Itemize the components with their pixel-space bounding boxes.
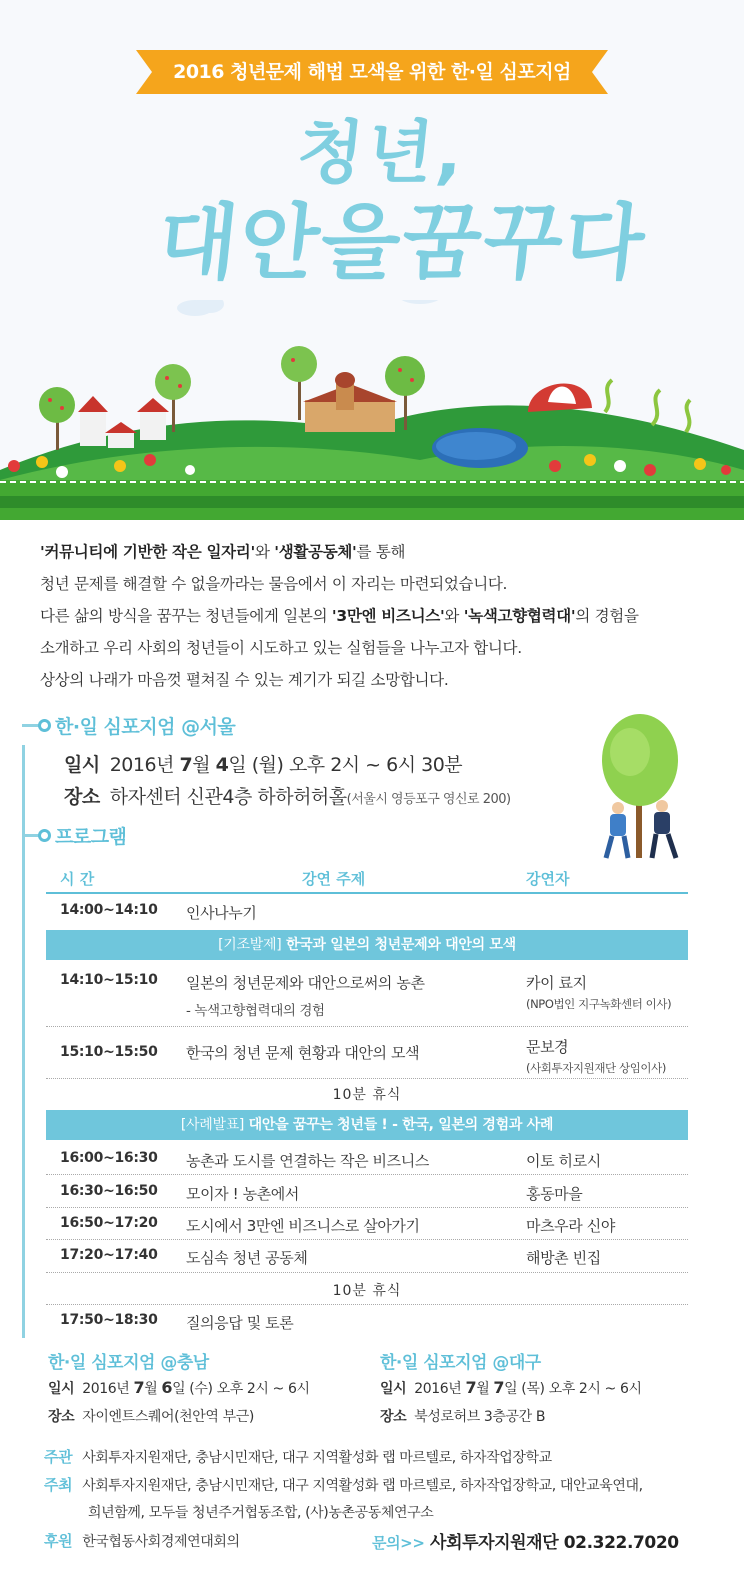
place-name: 자이엔트스퀘어(천안역 부근) — [82, 1409, 254, 1425]
host-label: 주관 — [44, 1448, 73, 1466]
bar-text: 한국과 일본의 청년문제와 대안의 모색 — [281, 937, 516, 953]
col-time: 시 간 — [60, 870, 95, 888]
hero-title-line2: 대안을꿈꾸다 — [153, 196, 651, 291]
daegu-date — [380, 1378, 642, 1398]
row-topic-sub: - 녹색고향협력대의 경험 — [186, 1003, 325, 1019]
timeline-dot-icon — [38, 829, 51, 842]
speaker-name: 카이 료지 — [526, 974, 587, 992]
org-text-2: 희년함께, 모두들 청년주거협동조합, (사)농촌공동체연구소 — [88, 1505, 434, 1521]
col-speaker: 강연자 — [526, 870, 570, 888]
host-text: 사회투자지원재단, 충남시민재단, 대구 지역활성화 랩 마르텔로, 하자작업장학교 — [82, 1450, 552, 1466]
row-topic-main: 일본의 청년문제와 대안으로써의 농촌 — [186, 974, 425, 992]
speaker-affiliation: (NPO법인 지구녹화센터 이사) — [526, 997, 672, 1011]
row-time: 16:00~16:30 — [60, 1150, 158, 1166]
row-time: 17:50~18:30 — [60, 1312, 158, 1328]
chungnam-place — [48, 1406, 254, 1426]
intro-text-1b: 를 통해 — [356, 543, 406, 561]
place-address: (서울시 영등포구 영신로 200) — [346, 792, 511, 807]
row-topic — [186, 972, 425, 1019]
place-label: 장소 — [64, 786, 100, 808]
row-time: 17:20~17:40 — [60, 1247, 158, 1263]
break-label: 10분 휴식 — [332, 1087, 402, 1103]
row-speaker: 이토 히로시 — [526, 1152, 601, 1170]
program-table-header — [46, 864, 688, 894]
col-topic: 강연 주제 — [302, 870, 366, 888]
intro-highlight-2: '생활공동체' — [274, 543, 357, 561]
intro-text-3b: 와 — [444, 607, 464, 625]
date-month: 7 — [133, 1378, 145, 1397]
intro-line2: 청년 문제를 해결할 수 없을까라는 물음에서 이 자리는 마련되었습니다. — [40, 575, 508, 593]
place-name: 북성로허브 3층공간 B — [414, 1409, 546, 1425]
row-divider — [46, 1272, 688, 1273]
intro-text — [40, 536, 720, 696]
intro-line5: 상상의 나래가 마음껏 펼쳐질 수 있는 계기가 되길 소망합니다. — [40, 671, 449, 689]
speaker-name: 문보경 — [526, 1038, 569, 1056]
program-section-header — [22, 822, 126, 849]
row-time: 14:10~15:10 — [60, 972, 158, 988]
row-speaker — [526, 1036, 666, 1076]
row-topic: 인사나누기 — [186, 904, 257, 922]
footer-organizers — [44, 1474, 643, 1495]
row-time: 15:10~15:50 — [60, 1044, 158, 1060]
row-topic: 질의응답 및 토론 — [186, 1314, 294, 1332]
bar-text: 대안을 꿈꾸는 청년들 ! - 한국, 일본의 경험과 사례 — [244, 1117, 554, 1133]
date-day: 7 — [493, 1378, 505, 1397]
date-rest: 일 (월) 오후 2시 ~ 6시 30분 — [228, 754, 463, 776]
contact-label: 문의>> — [372, 1534, 425, 1552]
speaker-affiliation: (사회투자지원재단 상임이사) — [526, 1061, 666, 1075]
banner-text: 2016 청년문제 해법 모색을 위한 한·일 심포지엄 — [173, 61, 571, 83]
intro-text-1a: 와 — [254, 543, 275, 561]
row-topic: 한국의 청년 문제 현황과 대안의 모색 — [186, 1044, 420, 1062]
row-speaker: 홍동마을 — [526, 1185, 583, 1203]
intro-highlight-1: '커뮤니티에 기반한 작은 일자리' — [40, 543, 255, 561]
intro-text-3c: 의 경험을 — [575, 607, 639, 625]
intro-line4: 소개하고 우리 사회의 청년들이 시도하고 있는 실험들을 나누고자 합니다. — [40, 639, 522, 657]
intro-line1 — [40, 536, 720, 568]
date-month-unit: 월 — [192, 754, 216, 776]
intro-line3 — [40, 600, 720, 632]
chungnam-date — [48, 1378, 310, 1398]
place-label: 장소 — [48, 1409, 75, 1425]
row-topic: 도심속 청년 공동체 — [186, 1249, 308, 1267]
org-label: 주최 — [44, 1476, 73, 1494]
timeline-dot-icon — [38, 719, 51, 732]
date-label: 일시 — [380, 1381, 407, 1397]
intro-text-3a: 다른 삶의 방식을 꿈꾸는 청년들에게 일본의 — [40, 607, 332, 625]
date-year: 2016년 — [82, 1381, 134, 1397]
date-year: 2016년 — [414, 1381, 466, 1397]
break-label: 10분 휴식 — [332, 1283, 402, 1299]
row-time: 16:50~17:20 — [60, 1215, 158, 1231]
date-month-unit: 월 — [144, 1381, 162, 1397]
row-topic: 농촌과 도시를 연결하는 작은 비즈니스 — [186, 1152, 429, 1170]
daegu-place — [380, 1406, 545, 1426]
place-name: 하자센터 신관4층 하하허허홀 — [109, 786, 347, 808]
seoul-section-header — [22, 712, 235, 739]
row-divider — [46, 1239, 688, 1240]
date-rest: 일 (수) 오후 2시 ~ 6시 — [172, 1381, 310, 1397]
row-speaker — [526, 972, 671, 1012]
date-day: 6 — [161, 1378, 173, 1397]
date-month: 7 — [179, 754, 193, 776]
row-speaker: 마츠우라 신야 — [526, 1217, 615, 1235]
hero-section — [0, 0, 744, 520]
bar-tag: [기조발제] — [218, 937, 282, 953]
hero-title — [0, 112, 744, 292]
date-year: 2016년 — [109, 754, 180, 776]
footer-host — [44, 1446, 552, 1467]
seoul-place — [64, 782, 511, 809]
people-tree-illustration — [596, 712, 688, 862]
row-divider — [46, 1207, 688, 1208]
bar-tag: [사례발표] — [180, 1117, 245, 1133]
landscape-illustration — [0, 300, 744, 520]
sponsor-text: 한국협동사회경제연대회의 — [82, 1534, 240, 1550]
date-month-unit: 월 — [476, 1381, 494, 1397]
intro-highlight-4: '녹색고향협력대' — [463, 607, 576, 625]
seoul-date — [64, 750, 462, 777]
row-divider — [46, 1026, 688, 1027]
date-label: 일시 — [64, 754, 100, 776]
chungnam-title: 한·일 심포지엄 @충남 — [48, 1353, 209, 1373]
row-time: 16:30~16:50 — [60, 1183, 158, 1199]
keynote-bar — [46, 930, 688, 960]
contact-text: 사회투자지원재단 02.322.7020 — [424, 1533, 679, 1553]
date-label: 일시 — [48, 1381, 75, 1397]
row-topic: 모이자 ! 농촌에서 — [186, 1185, 299, 1203]
date-rest: 일 (목) 오후 2시 ~ 6시 — [504, 1381, 642, 1397]
intro-highlight-3: '3만엔 비즈니스' — [331, 607, 445, 625]
footer-contact — [372, 1528, 679, 1553]
case-study-bar — [46, 1110, 688, 1140]
row-divider — [46, 1304, 688, 1305]
row-topic: 도시에서 3만엔 비즈니스로 살아가기 — [186, 1217, 420, 1235]
sponsor-label: 후원 — [44, 1532, 73, 1550]
date-day: 4 — [215, 754, 229, 776]
date-month: 7 — [465, 1378, 477, 1397]
footer-sponsor — [44, 1530, 240, 1551]
event-banner — [136, 50, 608, 94]
seoul-title: 한·일 심포지엄 @서울 — [55, 716, 236, 738]
place-label: 장소 — [380, 1409, 407, 1425]
row-time: 14:00~14:10 — [60, 902, 158, 918]
org-text-1: 사회투자지원재단, 충남시민재단, 대구 지역활성화 랩 마르텔로, 하자작업장학교, 대안교육연대, — [82, 1478, 643, 1494]
program-title: 프로그램 — [55, 826, 127, 848]
daegu-title: 한·일 심포지엄 @대구 — [380, 1353, 541, 1373]
hero-title-line1: 청년, — [293, 114, 471, 193]
row-divider — [46, 1174, 688, 1175]
row-speaker: 해방촌 빈집 — [526, 1249, 601, 1267]
row-divider — [46, 1078, 688, 1079]
